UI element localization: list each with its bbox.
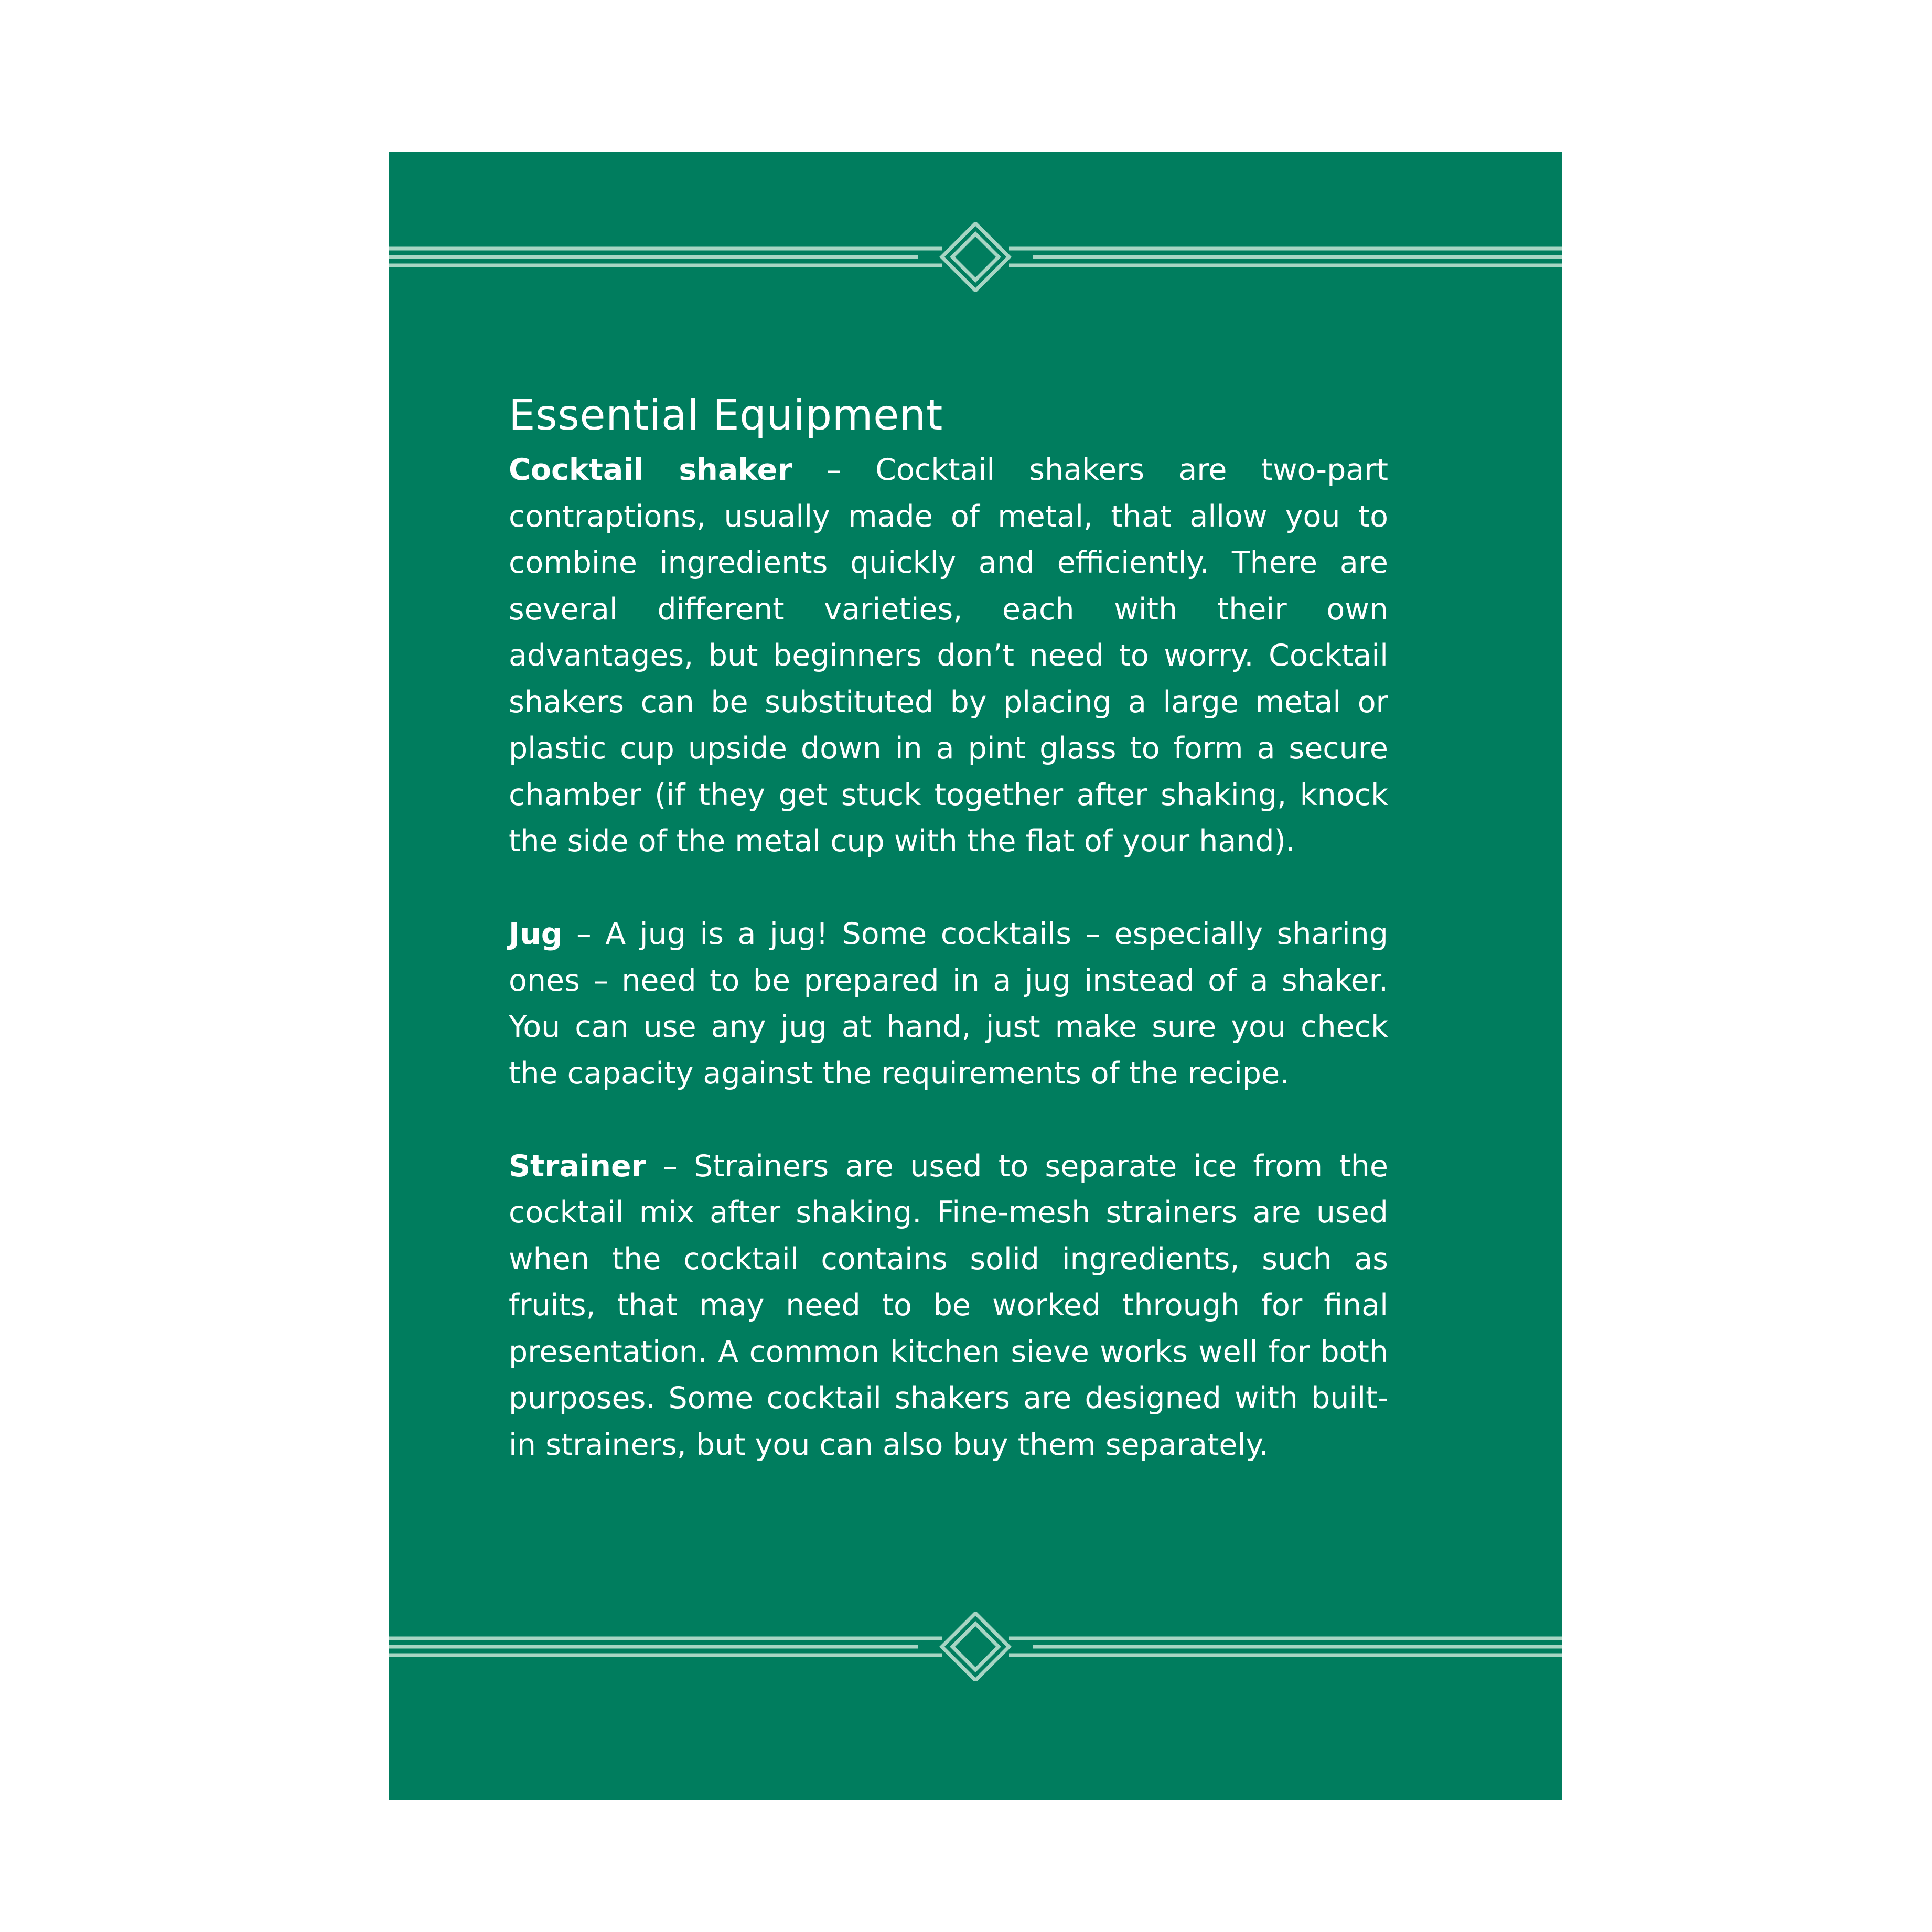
section-heading: Essential Equipment [509, 391, 943, 439]
entry-cocktail-shaker [509, 447, 1388, 865]
entry-term: Jug [509, 917, 563, 951]
page-number: 10 [507, 1869, 540, 1899]
entry-text: – Strainers are used to separate ice from the cocktail mix after shaking. Fine-mesh strainers are used when the cocktail contains solid ingredients, such as fruits, that may need to be worked through for final presentation. A common kitchen sieve works well for both purposes. Some cocktail shakers are designed with built-in strainers, but you can also buy them separately. [509, 1149, 1388, 1462]
bottom-divider-ornament-icon [389, 1612, 1562, 1681]
top-divider-ornament-icon [389, 222, 1562, 292]
entry-text: – Cocktail shakers are two-part contraptions, usually made of metal, that allow you to combine ingredients quickly and efficiently. There are several different varieties, each with their own advantages, but beginners don’t need to worry. Cocktail shakers can be substituted by placing a large metal or plastic cup upside down in a pint glass to form a secure chamber (if they get stuck together after shaking, knock the side of the metal cup with the flat of your hand). [509, 453, 1388, 858]
entry-jug [509, 911, 1388, 1097]
content-area [509, 388, 1388, 1468]
entry-text: – A jug is a jug! Some cocktails – especially sharing ones – need to be prepared in a jug instead of a shaker. You can use any jug at hand, just make sure you check the capacity against the requirements of the recipe. [509, 917, 1388, 1091]
entry-strainer [509, 1143, 1388, 1468]
page-panel [389, 152, 1562, 1899]
entry-term: Cocktail shaker [509, 453, 792, 487]
entry-term: Strainer [509, 1149, 646, 1184]
